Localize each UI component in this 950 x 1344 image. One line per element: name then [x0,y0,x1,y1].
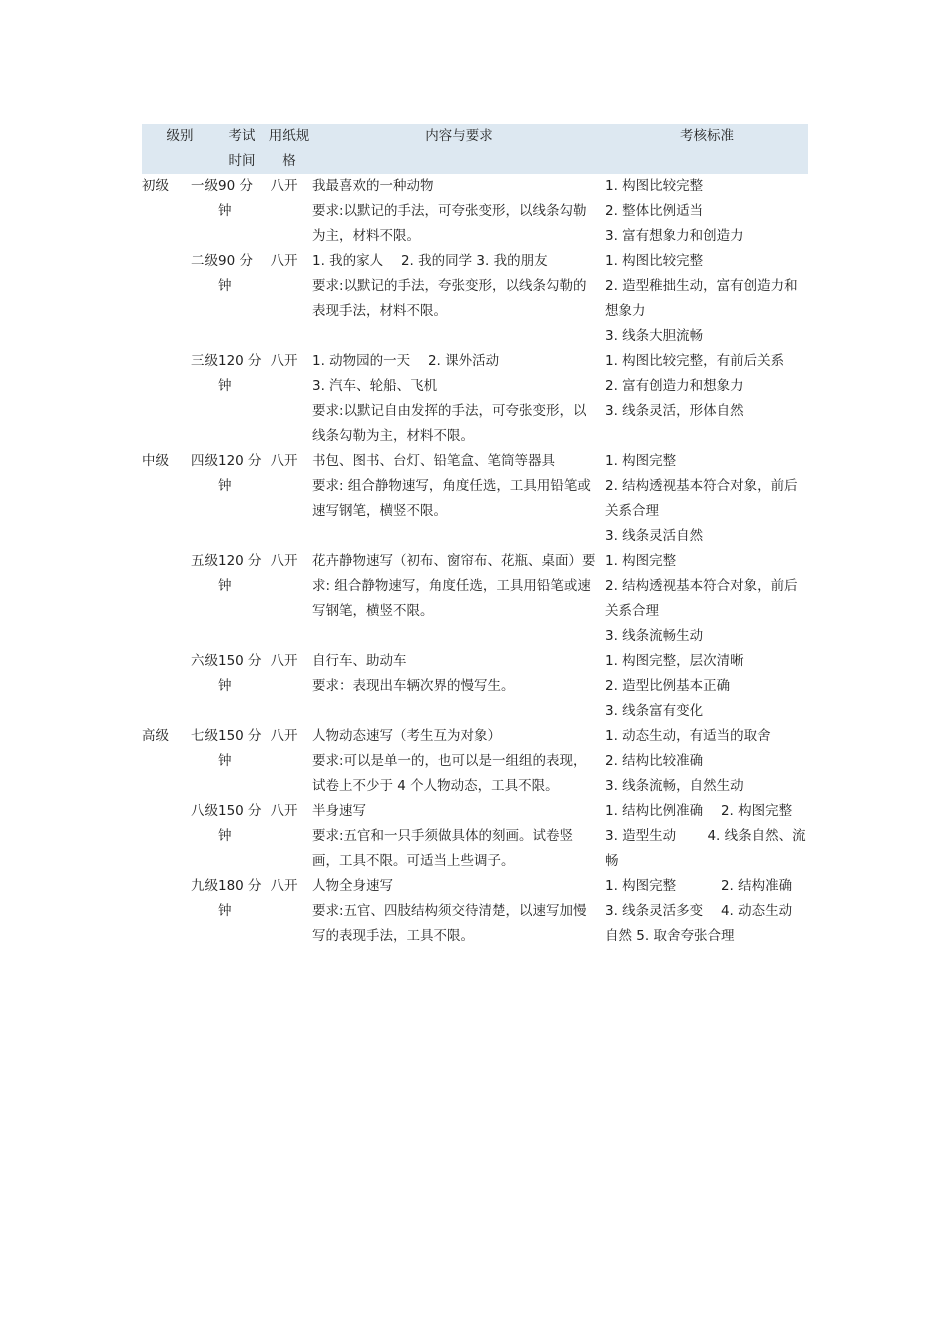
table-row [142,449,808,549]
time-cell: 150 分 钟 [218,803,262,844]
paper-cell: 八开 [270,653,298,669]
paper-cell: 八开 [270,253,298,269]
division-cell: 高级 [142,728,169,744]
table-body [142,174,808,949]
criteria-cell: 1. 动态生动，有适当的取舍 2. 结构比较准确 3. 线条流畅，自然生动 [605,728,771,794]
time-cell: 150 分 钟 [218,653,262,694]
header-time: 考试 时间 [228,128,256,169]
level-cell: 七级 [191,728,218,744]
division-cell: 中级 [142,453,169,469]
paper-cell: 八开 [270,803,298,819]
content-cell: 书包、图书、台灯、铅笔盒、笔筒等器具 要求: 组合静物速写，角度任选，工具用铅笔或 速写钢笔，横竖不限。 [312,453,591,519]
content-cell: 人物全身速写 要求:五官、四肢结构须交待清楚，以速写加慢 写的表现手法，工具不限。 [312,878,587,944]
content-cell: 1. 动物园的一天 2. 课外活动 3. 汽车、轮船、飞机 要求:以默记自由发挥的手法，可夸张变形，以 线条勾勒为主，材料不限。 [312,353,587,444]
content-cell: 花卉静物速写（初布、窗帘布、花瓶、桌面）要 求: 组合静物速写，角度任选，工具用铅笔或速 写钢笔，横竖不限。 [312,553,596,619]
table-row [142,249,808,349]
criteria-cell: 1. 构图完整 2. 结构准确 3. 线条灵活多变 4. 动态生动 自然 5. 取舍夸张合理 [605,878,793,944]
paper-cell: 八开 [270,453,298,469]
content-cell: 半身速写 要求:五官和一只手须做具体的刻画。试卷竖 画，工具不限。可适当上些调子。 [312,803,574,869]
table-row [142,874,808,949]
content-cell: 1. 我的家人 2. 我的同学 3. 我的朋友 要求:以默记的手法，夸张变形，以线条勾勒的 表现手法，材料不限。 [312,253,587,319]
criteria-cell: 1. 构图比较完整，有前后关系 2. 富有创造力和想象力 3. 线条灵活，形体自然 [605,353,785,419]
table-row [142,349,808,449]
table-row [142,724,808,799]
paper-cell: 八开 [270,728,298,744]
header-criteria: 考核标准 [680,128,734,144]
time-cell: 180 分 钟 [218,878,262,919]
table-row [142,649,808,724]
criteria-cell: 1. 构图完整，层次清晰 2. 造型比例基本正确 3. 线条富有变化 [605,653,744,719]
paper-cell: 八开 [270,353,298,369]
header-level: 级别 [166,128,194,144]
level-cell: 一级 [191,178,218,194]
table-row [142,799,808,874]
content-cell: 我最喜欢的一种动物 要求:以默记的手法，可夸张变形，以线条勾勒 为主，材料不限。 [312,178,587,244]
level-cell: 四级 [191,453,218,469]
criteria-cell: 1. 构图完整 2. 结构透视基本符合对象，前后 关系合理 3. 线条流畅生动 [605,553,798,644]
criteria-cell: 1. 构图比较完整 2. 整体比例适当 3. 富有想象力和创造力 [605,178,744,244]
criteria-cell: 1. 构图完整 2. 结构透视基本符合对象，前后 关系合理 3. 线条灵活自然 [605,453,798,544]
exam-table [142,124,808,949]
table-row [142,549,808,649]
division-cell: 初级 [142,178,169,194]
content-cell: 自行车、助动车 要求：表现出车辆次界的慢写生。 [312,653,515,694]
level-cell: 八级 [191,803,218,819]
level-cell: 三级 [191,353,218,369]
content-cell: 人物动态速写（考生互为对象） 要求:可以是单一的，也可以是一组组的表现， 试卷上不少于 4 个人物动态，工具不限。 [312,728,587,794]
level-cell: 五级 [191,553,218,569]
table-header [142,124,808,174]
time-cell: 150 分 钟 [218,728,262,769]
level-cell: 二级 [191,253,218,269]
paper-cell: 八开 [270,553,298,569]
table-row [142,174,808,249]
header-paper: 用纸规 格 [268,128,310,169]
criteria-cell: 1. 结构比例准确 2. 构图完整 3. 造型生动 4. 线条自然、流 畅 [605,803,806,869]
header-content: 内容与要求 [425,128,493,144]
time-cell: 90 分 钟 [218,178,253,219]
criteria-cell: 1. 构图比较完整 2. 造型稚拙生动，富有创造力和 想象力 3. 线条大胆流畅 [605,253,798,344]
level-cell: 六级 [191,653,218,669]
time-cell: 90 分 钟 [218,253,253,294]
paper-cell: 八开 [270,178,298,194]
paper-cell: 八开 [270,878,298,894]
level-cell: 九级 [191,878,218,894]
time-cell: 120 分 钟 [218,353,262,394]
time-cell: 120 分 钟 [218,453,262,494]
time-cell: 120 分 钟 [218,553,262,594]
